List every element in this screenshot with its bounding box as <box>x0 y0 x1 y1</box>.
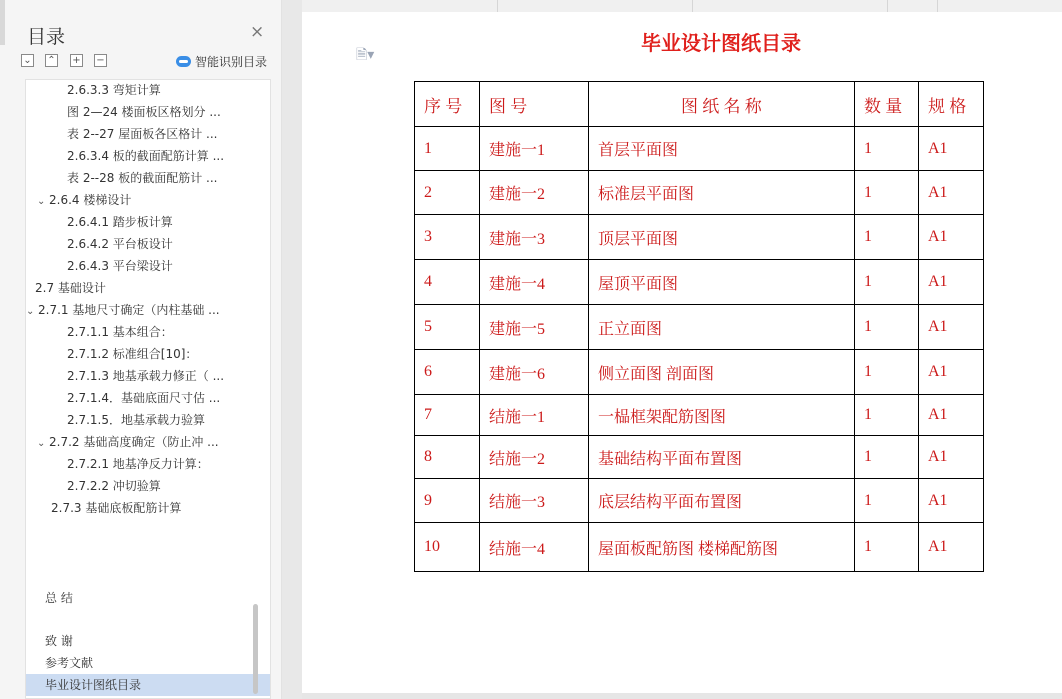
ruler-mark <box>497 0 498 12</box>
table-cell[interactable]: 10 <box>415 523 480 572</box>
toc-item[interactable] <box>26 233 271 255</box>
add-heading-icon[interactable]: + <box>70 54 83 67</box>
table-cell[interactable]: 2 <box>415 171 480 215</box>
drawings-list-table <box>414 81 984 572</box>
ruler-mark <box>692 0 693 12</box>
table-cell[interactable]: 顶层平面图 <box>589 215 855 260</box>
toc-item-label: 2.7.1.2 标准组合[10]： <box>67 347 198 361</box>
remove-heading-icon[interactable]: − <box>94 54 107 67</box>
table-row <box>415 305 984 350</box>
ruler-mark <box>887 0 888 12</box>
table-cell[interactable]: 3 <box>415 215 480 260</box>
toc-item[interactable] <box>26 652 271 674</box>
toc-item[interactable] <box>26 587 271 609</box>
toc-item-label: 总 结 <box>45 591 73 605</box>
toc-item-label: 2.7.1 基地尺寸确定（内柱基础 ... <box>38 303 220 317</box>
table-row <box>415 523 984 572</box>
collapse-all-icon[interactable]: ⌄ <box>21 54 34 67</box>
table-header-cell: 图 纸 名 称 <box>589 82 855 127</box>
toc-navigation-pane <box>0 0 282 699</box>
toc-item[interactable] <box>26 123 271 145</box>
table-cell[interactable]: 1 <box>855 523 919 572</box>
table-cell[interactable]: A1 <box>919 395 984 436</box>
toc-item-label: 2.6.4.2 平台板设计 <box>67 237 173 251</box>
table-cell[interactable]: 9 <box>415 479 480 523</box>
toc-item[interactable] <box>26 321 271 343</box>
chevron-down-icon[interactable]: ⌄ <box>37 196 46 207</box>
table-cell[interactable]: 首层平面图 <box>589 127 855 171</box>
table-row <box>415 395 984 436</box>
table-cell[interactable]: 8 <box>415 436 480 479</box>
table-cell[interactable]: 屋面板配筋图 楼梯配筋图 <box>589 523 855 572</box>
table-cell[interactable]: 1 <box>855 436 919 479</box>
toc-list <box>25 79 271 699</box>
table-row <box>415 260 984 305</box>
table-cell[interactable]: 基础结构平面布置图 <box>589 436 855 479</box>
pane-splitter[interactable] <box>282 0 302 699</box>
table-cell[interactable]: A1 <box>919 171 984 215</box>
table-cell[interactable]: 底层结构平面布置图 <box>589 479 855 523</box>
table-cell[interactable]: A1 <box>919 260 984 305</box>
table-cell[interactable]: A1 <box>919 523 984 572</box>
table-cell[interactable]: 正立面图 <box>589 305 855 350</box>
table-cell[interactable]: 1 <box>415 127 480 171</box>
toc-item-label: 2.7.1.5．地基承载力验算 <box>67 413 205 427</box>
table-cell[interactable]: 4 <box>415 260 480 305</box>
toc-item-label: 2.7.2.2 冲切验算 <box>67 479 161 493</box>
table-cell[interactable]: A1 <box>919 350 984 395</box>
table-cell[interactable]: 7 <box>415 395 480 436</box>
toc-item-label: 表 2--27 屋面板各区格计 ... <box>67 127 218 141</box>
table-cell[interactable]: 1 <box>855 260 919 305</box>
table-cell[interactable]: 1 <box>855 171 919 215</box>
pane-edge-scrollbar[interactable] <box>0 0 5 45</box>
table-cell[interactable]: A1 <box>919 436 984 479</box>
horizontal-scrollbar[interactable] <box>302 693 1062 699</box>
table-cell[interactable]: A1 <box>919 127 984 171</box>
toc-item-label: 2.6.4 楼梯设计 <box>49 193 132 207</box>
toc-item[interactable] <box>26 453 271 475</box>
toc-item-label: 2.7.1.3 地基承载力修正（ ... <box>67 369 225 383</box>
table-cell[interactable]: 结施一2 <box>480 436 589 479</box>
smart-recognize-label: 智能识别目录 <box>195 55 268 69</box>
smart-recognize-icon <box>176 56 191 67</box>
table-row <box>415 479 984 523</box>
table-body <box>415 127 984 572</box>
table-cell[interactable]: 建施一4 <box>480 260 589 305</box>
toc-item-label: 图 2—24 楼面板区格划分 ... <box>67 105 221 119</box>
toc-item[interactable] <box>26 167 271 189</box>
table-cell[interactable]: 1 <box>855 395 919 436</box>
table-cell[interactable]: 结施一1 <box>480 395 589 436</box>
table-cell[interactable]: 结施一4 <box>480 523 589 572</box>
table-row <box>415 127 984 171</box>
table-header-cell: 规 格 <box>919 82 984 127</box>
toc-item[interactable] <box>26 387 271 409</box>
table-cell[interactable]: 1 <box>855 215 919 260</box>
table-row <box>415 436 984 479</box>
expand-all-icon[interactable]: ⌃ <box>45 54 58 67</box>
toc-item-label: 参考文献 <box>45 656 94 670</box>
table-cell[interactable]: 1 <box>855 479 919 523</box>
toc-item[interactable] <box>26 101 271 123</box>
page-title: 毕业设计图纸目录 <box>641 31 801 55</box>
toc-item-label: 2.6.3.4 板的截面配筋计算 ... <box>67 149 225 163</box>
table-cell[interactable]: 5 <box>415 305 480 350</box>
toc-item-label: 2.7.1.4．基础底面尺寸估 ... <box>67 391 221 405</box>
toc-item-label: 2.7.2.1 地基净反力计算： <box>67 457 209 471</box>
table-cell[interactable]: A1 <box>919 305 984 350</box>
toc-item[interactable] <box>26 431 265 453</box>
toc-item[interactable] <box>26 211 271 233</box>
toc-item[interactable] <box>26 409 271 431</box>
toc-item-label: 2.7.3 基础底板配筋计算 <box>51 501 182 515</box>
toc-item[interactable] <box>26 630 271 652</box>
table-header-cell: 图 号 <box>480 82 589 127</box>
toc-item[interactable] <box>26 145 271 167</box>
toc-item[interactable] <box>26 277 263 299</box>
chevron-down-icon[interactable]: ⌄ <box>37 438 46 449</box>
toc-item[interactable] <box>26 343 271 365</box>
table-row <box>415 171 984 215</box>
table-row <box>415 215 984 260</box>
toc-item-label: 2.7.2 基础高度确定（防止冲 ... <box>49 435 219 449</box>
toc-item[interactable] <box>26 255 271 277</box>
toc-item-label: 2.7.1.1 基本组合： <box>67 325 173 339</box>
table-cell[interactable]: 建施一2 <box>480 171 589 215</box>
toc-item[interactable] <box>26 365 271 387</box>
toc-item-label: 2.6.4.1 踏步板计算 <box>67 215 173 229</box>
toc-scrollbar[interactable] <box>253 604 258 694</box>
table-cell[interactable]: 建施一6 <box>480 350 589 395</box>
toc-item[interactable] <box>26 497 271 519</box>
table-cell[interactable]: 建施一3 <box>480 215 589 260</box>
table-cell[interactable]: 结施一3 <box>480 479 589 523</box>
toc-item[interactable] <box>26 674 271 696</box>
toc-item-label: 2.6.3.3 弯矩计算 <box>67 83 161 97</box>
table-cell[interactable]: 1 <box>855 350 919 395</box>
toc-item-label: 2.7 基础设计 <box>35 281 106 295</box>
table-cell[interactable]: 1 <box>855 127 919 171</box>
toc-item-label: 表 2--28 板的截面配筋计 ... <box>67 171 218 185</box>
table-cell[interactable]: 侧立面图 剖面图 <box>589 350 855 395</box>
ruler-mark <box>937 0 938 12</box>
table-cell[interactable]: A1 <box>919 215 984 260</box>
toc-item-label: 2.6.4.3 平台梁设计 <box>67 259 173 273</box>
smart-recognize-toc-button[interactable] <box>176 53 267 70</box>
toc-item[interactable] <box>26 79 271 101</box>
table-header-row <box>415 82 984 127</box>
toc-item[interactable] <box>26 189 265 211</box>
toc-item-label: 致 谢 <box>45 634 73 648</box>
table-cell[interactable]: A1 <box>919 479 984 523</box>
toc-item-label: 毕业设计图纸目录 <box>45 678 142 692</box>
close-icon[interactable]: × <box>250 22 265 42</box>
table-cell[interactable]: 建施一5 <box>480 305 589 350</box>
toc-item[interactable] <box>26 475 271 497</box>
table-cell[interactable]: 一榀框架配筋图图 <box>589 395 855 436</box>
chevron-down-icon[interactable]: ⌄ <box>26 306 35 317</box>
table-cell[interactable]: 1 <box>855 305 919 350</box>
toc-pane-title: 目录 <box>27 26 66 48</box>
table-header-cell: 序 号 <box>415 82 480 127</box>
table-cell[interactable]: 标准层平面图 <box>589 171 855 215</box>
table-header-cell: 数 量 <box>855 82 919 127</box>
toc-item[interactable] <box>26 299 254 321</box>
table-cell[interactable]: 屋顶平面图 <box>589 260 855 305</box>
document-icon[interactable]: 🗎▾ <box>356 47 375 63</box>
table-cell[interactable]: 建施一1 <box>480 127 589 171</box>
table-row <box>415 350 984 395</box>
table-cell[interactable]: 6 <box>415 350 480 395</box>
